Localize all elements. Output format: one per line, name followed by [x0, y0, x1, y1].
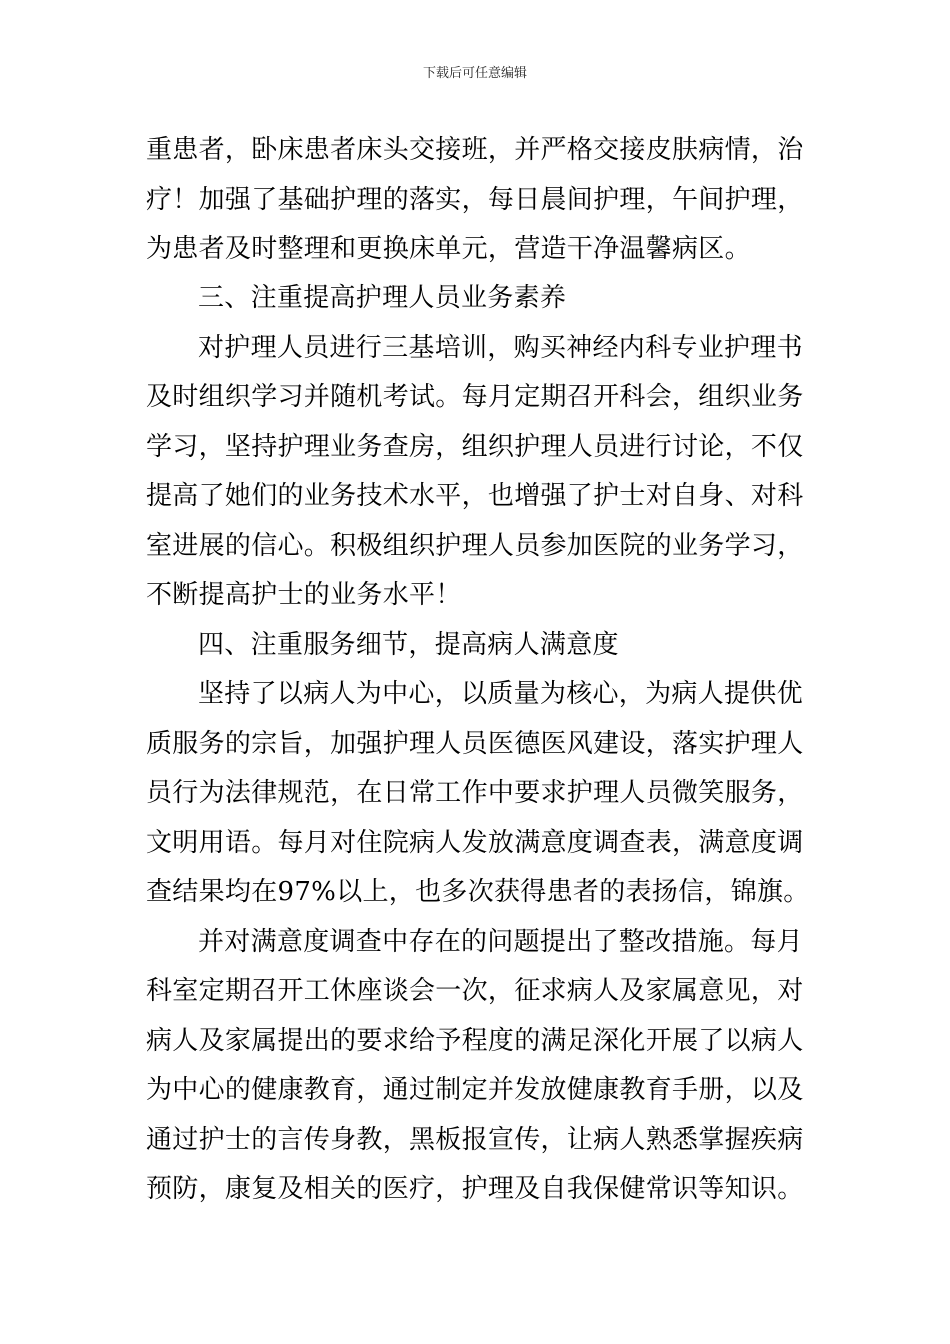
paragraph-line: 并对满意度调查中存在的问题提出了整改措施。每月	[198, 927, 803, 957]
paragraph-line: 病人及家属提出的要求给予程度的满足深化开展了以病人	[146, 1026, 804, 1056]
paragraph-line: 通过护士的言传身教，黑板报宣传，让病人熟悉掌握疾病	[146, 1125, 804, 1155]
paragraph-line: 员行为法律规范，在日常工作中要求护理人员微笑服务，	[146, 778, 804, 808]
paragraph-line: 为中心的健康教育，通过制定并发放健康教育手册，以及	[146, 1075, 804, 1105]
paragraph-line: 学习，坚持护理业务查房，组织护理人员进行讨论，不仅	[146, 432, 804, 462]
page-header: 下载后可任意编辑	[422, 66, 527, 81]
paragraph-line: 为患者及时整理和更换床单元，营造干净温馨病区。	[146, 234, 751, 264]
paragraph-line: 重患者，卧床患者床头交接班，并严格交接皮肤病情，治	[146, 135, 804, 165]
paragraph-line: 疗！加强了基础护理的落实，每日晨间护理，午间护理，	[146, 185, 804, 215]
paragraph-line: 文明用语。每月对住院病人发放满意度调查表，满意度调	[146, 828, 804, 858]
paragraph-line: 查结果均在97%以上，也多次获得患者的表扬信，锦旗。	[146, 877, 810, 907]
paragraph-line: 及时组织学习并随机考试。每月定期召开科会，组织业务	[146, 382, 804, 412]
paragraph-line: 科室定期召开工休座谈会一次，征求病人及家属意见，对	[146, 976, 804, 1006]
paragraph-line: 提高了她们的业务技术水平，也增强了护士对自身、对科	[146, 481, 804, 511]
paragraph-line: 不断提高护士的业务水平！	[146, 580, 462, 610]
paragraph-line: 对护理人员进行三基培训，购买神经内科专业护理书	[198, 333, 803, 363]
paragraph-line: 室进展的信心。积极组织护理人员参加医院的业务学习，	[146, 531, 804, 561]
section-heading: 四、注重服务细节，提高病人满意度	[198, 630, 619, 660]
paragraph-line: 预防，康复及相关的医疗，护理及自我保健常识等知识。	[146, 1174, 804, 1204]
section-heading: 三、注重提高护理人员业务素养	[198, 283, 567, 313]
paragraph-line: 质服务的宗旨，加强护理人员医德医风建设，落实护理人	[146, 729, 804, 759]
paragraph-line: 坚持了以病人为中心，以质量为核心，为病人提供优	[198, 679, 803, 709]
